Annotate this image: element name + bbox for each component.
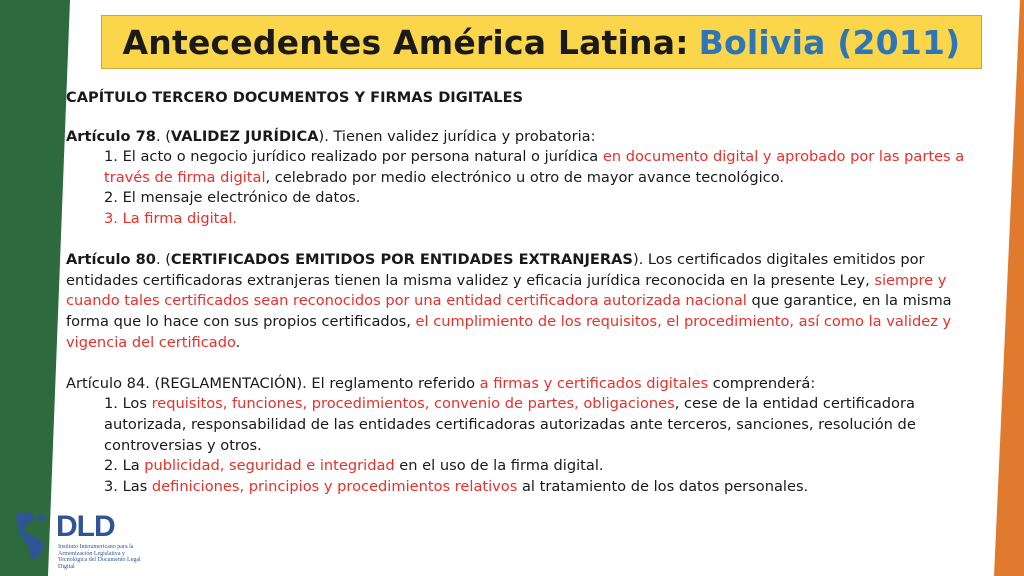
article-80-text-c: . (235, 333, 241, 351)
article-80-sep: . ( (155, 251, 171, 269)
title-accent: Bolivia (2011) (698, 22, 961, 62)
article-78-item-3: 3. La firma digital. (104, 209, 238, 227)
article-78-item-1 (66, 147, 966, 188)
article-80-title: CERTIFICADOS EMITIDOS POR ENTIDADES EXTRANJERAS (170, 251, 633, 269)
article-84-item-3-text: 3. Las (104, 477, 152, 495)
article-84-intro-end: comprenderá: (708, 374, 816, 392)
article-84-item-3-highlight: definiciones, principios y procedimientos relativos (151, 477, 518, 495)
article-84-item-1-text: 1. Los (104, 395, 152, 413)
article-78-item-2: 2. El mensaje electrónico de datos. (104, 189, 361, 207)
article-84-intro-highlight: a firmas y certificados digitales (479, 374, 709, 392)
article-78-text: ). Tienen validez jurídica y probatoria: (318, 127, 596, 145)
dld-logo (12, 510, 142, 570)
article-78-label: Artículo 78 (66, 127, 156, 145)
article-84-intro-text: Artículo 84. (REGLAMENTACIÓN). El reglamento referido (66, 374, 480, 392)
left-decorative-band (0, 0, 70, 576)
article-84-item-1 (66, 394, 966, 456)
article-80-label: Artículo 80 (66, 251, 156, 269)
article-78-sep: . ( (155, 127, 171, 145)
article-84-item-1-text-end: , cese de la entidad certificadora autorizada, responsabilidad de las entidades certificadoras autorizadas ante terceros, sanciones, resolución de controversias y otros. (104, 395, 916, 454)
article-80-text-b: que garantice, en la misma forma que lo hace con sus propios certificados, (66, 292, 952, 330)
article-78-title: VALIDEZ JURÍDICA (170, 127, 319, 145)
slide-body (66, 88, 966, 497)
logo-name: DLD (56, 510, 115, 543)
article-78-item-1-highlight: en documento digital y aprobado por las partes a través de firma digital (104, 148, 965, 186)
chapter-heading: CAPÍTULO TERCERO DOCUMENTOS Y FIRMAS DIGITALES (66, 89, 524, 106)
spacer (66, 230, 966, 251)
article-78-intro (66, 127, 966, 148)
article-80-highlight-b: el cumplimiento de los requisitos, el procedimiento, así como la validez y vigencia del certificado (66, 312, 952, 351)
article-84-item-2 (66, 456, 966, 477)
article-80-highlight-a: siempre y cuando tales certificados sean reconocidos por una entidad certificadora autorizada nacional (66, 271, 947, 310)
article-84-item-1-highlight: requisitos, funciones, procedimientos, convenio de partes, obligaciones (151, 395, 675, 413)
logo-subtitle: Instituto Interamericano para la Armonización Legislativa y Tecnológica del Documento Legal Digital (58, 544, 141, 570)
article-78-item-1-text: 1. El acto o negocio jurídico realizado por persona natural o jurídica (104, 148, 603, 166)
article-80-text-a: ). Los certificados digitales emitidos por entidades certificadoras extranjeras tienen la misma validez y eficacia jurídica reconocida en la presente Ley, (66, 251, 925, 289)
article-84-item-2-highlight: publicidad, seguridad e integridad (144, 457, 395, 475)
spacer (66, 353, 966, 374)
americas-map-icon (12, 510, 56, 562)
article-84-intro (66, 374, 966, 395)
title-main: Antecedentes América Latina: (122, 22, 689, 62)
article-78-item-1-text-end: , celebrado por medio electrónico u otro de mayor avance tecnológico. (265, 168, 785, 186)
article-84-item-3-text-end: al tratamiento de los datos personales. (517, 477, 809, 495)
article-84-item-2-text: 2. La (104, 457, 145, 475)
slide-title (101, 15, 982, 69)
article-84-item-2-text-end: en el uso de la firma digital. (394, 457, 604, 475)
article-80 (66, 250, 966, 353)
right-decorative-band (994, 0, 1024, 576)
article-84-item-3 (66, 477, 966, 498)
